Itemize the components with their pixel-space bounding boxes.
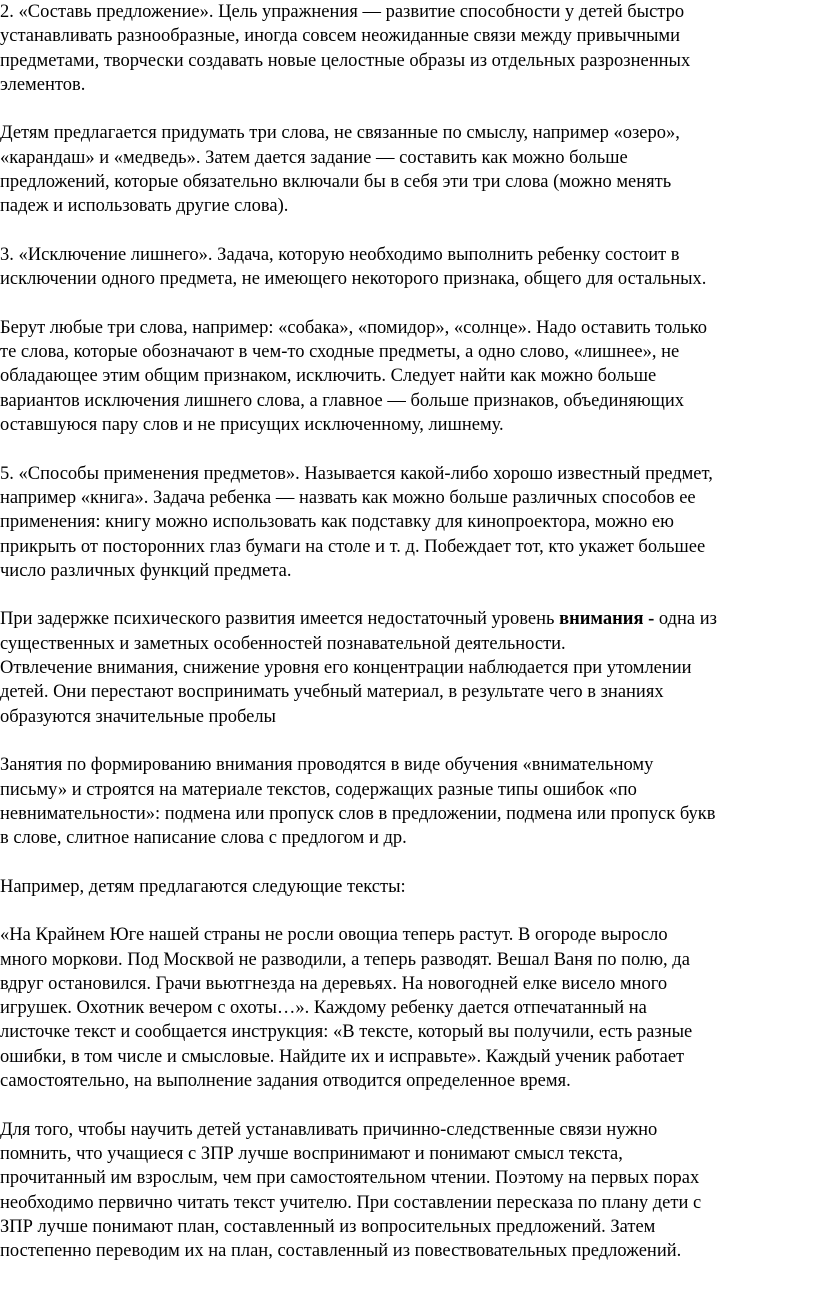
text-line: листочке текст и сообщается инструкция: «В тексте, который вы получили, есть разные: [0, 1022, 693, 1043]
text-line: Занятия по формированию внимания проводятся в виде обучения «внимательному: [0, 755, 654, 776]
text-line: образуются значительные пробелы: [0, 706, 276, 727]
text-line: исключении одного предмета, не имеющего некоторого признака, общего для остальных.: [0, 269, 707, 290]
text-line: Отвлечение внимания, снижение уровня его концентрации наблюдается при утомлении: [0, 658, 692, 679]
paragraph-example-intro: [0, 875, 810, 899]
text-line: вариантов исключения лишнего слова, а главное — больше признаков, объединяющих: [0, 390, 685, 411]
text-line-with-bold: [0, 607, 810, 631]
paragraph-exclude-odd: [0, 243, 810, 292]
text-line: падеж и использовать другие слова).: [0, 196, 289, 217]
paragraph-attention-training: [0, 753, 810, 850]
paragraph-example-text: [0, 923, 810, 1093]
text-line: предложений, которые обязательно включали бы в себя эти три слова (можно менять: [0, 172, 672, 193]
text-line: Детям предлагается придумать три слова, не связанные по смыслу, например «озеро»,: [0, 123, 680, 144]
text-line: необходимо первично читать текст учителю. При составлении пересказа по плану дети с: [0, 1192, 702, 1213]
paragraph-attention-deficit: [0, 607, 810, 656]
text-line: Берут любые три слова, например: «собака», «помидор», «солнце». Надо оставить только: [0, 317, 708, 338]
text-line: существенных и заметных особенностей познавательной деятельности.: [0, 633, 566, 654]
text-line: в слове, слитное написание слова с предлогом и др.: [0, 828, 407, 849]
text-line: прочитанный им взрослым, чем при самостоятельном чтении. Поэтому на первых порах: [0, 1168, 700, 1189]
text-line: прикрыть от посторонних глаз бумаги на столе и т. д. Побеждает тот, кто укажет большее: [0, 536, 706, 557]
paragraph-distraction: [0, 656, 810, 729]
text-line: элементов.: [0, 74, 86, 95]
text-line: Для того, чтобы научить детей устанавливать причинно-следственные связи нужно: [0, 1119, 658, 1140]
text-fragment: одна из: [654, 609, 717, 630]
paragraph-any-three-words: [0, 316, 810, 437]
text-line: например «книга». Задача ребенка — назвать как можно больше различных способов ее: [0, 487, 696, 508]
text-line: много моркови. Под Москвой не разводили, а теперь разводят. Вешал Ваня по полю, да: [0, 949, 690, 970]
text-line: игрушек. Охотник вечером с охоты…». Каждому ребенку дается отпечатанный на: [0, 998, 647, 1019]
text-line: ошибки, в том числе и смысловые. Найдите их и исправьте». Каждый ученик работает: [0, 1046, 685, 1067]
text-line: применения: книгу можно использовать как подставку для кинопроектора, можно ею: [0, 512, 674, 533]
text-line: помнить, что учащиеся с ЗПР лучше воспринимают и понимают смысл текста,: [0, 1143, 623, 1164]
text-line: письму» и строятся на материале текстов, содержащих разные типы ошибок «по: [0, 779, 637, 800]
text-line: 2. «Составь предложение». Цель упражнения — развитие способности у детей быстро: [0, 2, 685, 22]
paragraph-compose-sentence: [0, 0, 810, 97]
text-line: «На Крайнем Юге нашей страны не росли овощиа теперь растут. В огороде выросло: [0, 925, 668, 946]
text-line: предметами, творчески создавать новые целостные образы из отдельных разрозненных: [0, 50, 691, 71]
text-line: число различных функций предмета.: [0, 560, 292, 581]
text-line: вдруг остановился. Грачи вьютгнезда на деревьях. На новогодней елке висело много: [0, 973, 668, 994]
paragraph-cause-effect: [0, 1118, 810, 1264]
text-line: устанавливать разнообразные, иногда совсем неожиданные связи между привычными: [0, 26, 681, 47]
text-line: невнимательности»: подмена или пропуск слов в предложении, подмена или пропуск букв: [0, 803, 716, 824]
text-line: 5. «Способы применения предметов». Называется какой-либо хорошо известный предмет,: [0, 463, 713, 484]
text-line: детей. Они перестают воспринимать учебный материал, в результате чего в знаниях: [0, 682, 664, 703]
text-line: оставшуюся пару слов и не присущих исключенному, лишнему.: [0, 415, 504, 436]
text-line: обладающее этим общим признаком, исключить. Следует найти как можно больше: [0, 366, 657, 387]
text-line: Например, детям предлагаются следующие тексты:: [0, 876, 406, 897]
text-line: «карандаш» и «медведь». Затем дается задание — составить как можно больше: [0, 147, 628, 168]
text-line: ЗПР лучше понимают план, составленный из вопросительных предложений. Затем: [0, 1216, 656, 1237]
bold-term-attention: внимания -: [559, 609, 655, 630]
text-line: постепенно переводим их на план, составленный из повествовательных предложений.: [0, 1241, 682, 1262]
paragraph-three-words: [0, 121, 810, 218]
paragraph-object-uses: [0, 462, 810, 583]
text-fragment: При задержке психического развития имеется недостаточный уровень: [0, 609, 560, 630]
text-line: 3. «Исключение лишнего». Задача, которую необходимо выполнить ребенку состоит в: [0, 244, 680, 265]
text-line: те слова, которые обозначают в чем-то сходные предметы, а одно слово, «лишнее», не: [0, 342, 680, 363]
text-line: самостоятельно, на выполнение задания отводится определенное время.: [0, 1071, 571, 1092]
